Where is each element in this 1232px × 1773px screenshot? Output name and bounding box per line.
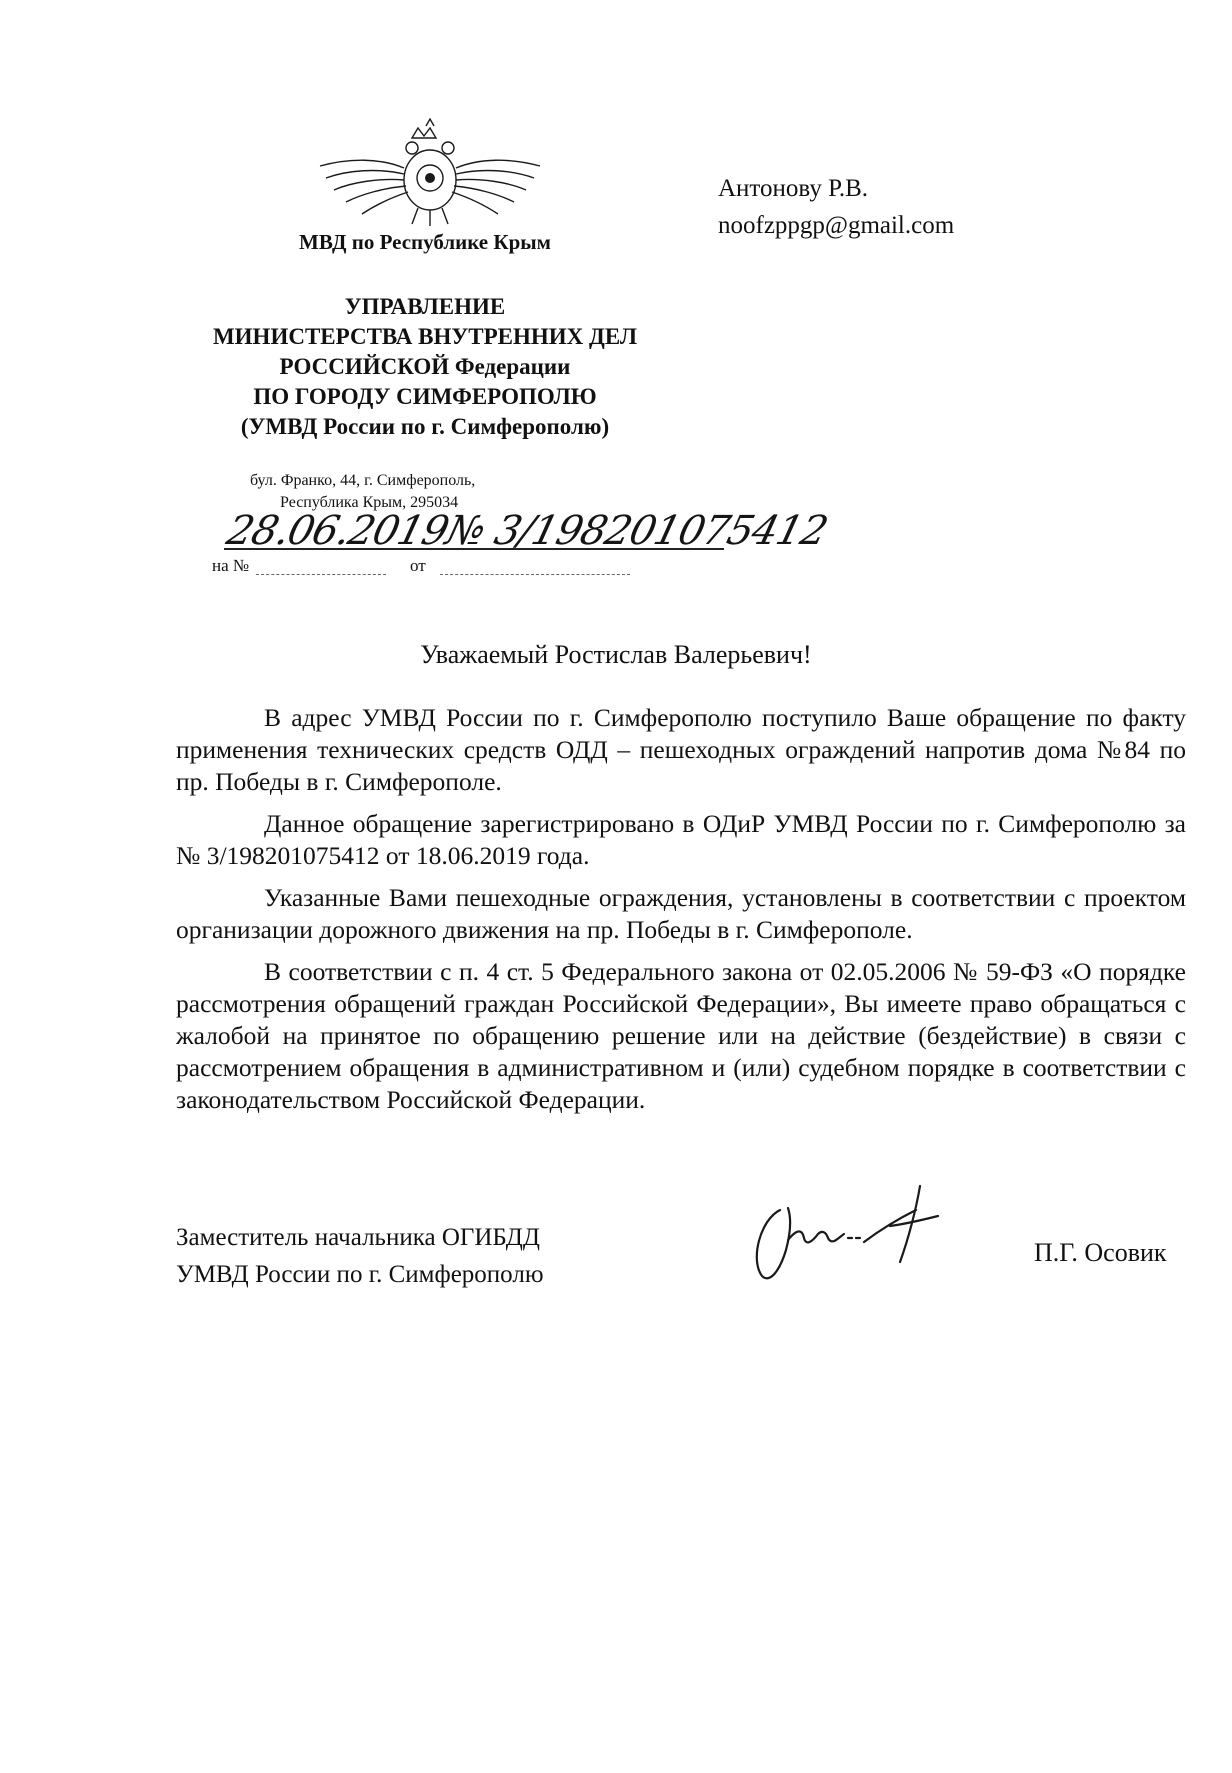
body-paragraph: Указанные Вами пешеходные ограждения, установлены в соответствии с проектом организации дорожного движения на пр. Победы в г. Симферополе. xyxy=(176,883,1186,944)
reference-date-field xyxy=(410,556,426,576)
reference-number-label: на № xyxy=(212,556,250,575)
ministry-title: МВД по Республике Крым xyxy=(299,230,551,254)
department-line: ПО ГОРОДУ СИМФЕРОПОЛЮ xyxy=(253,384,597,409)
registration-handwriting: 28.06.2019№ 3/198201075412 xyxy=(222,508,832,554)
reference-date-blank xyxy=(440,574,630,575)
registration-number xyxy=(200,508,832,570)
signatory-role-line: Заместитель начальника ОГИБДД xyxy=(176,1224,540,1251)
recipient-name: Антонову Р.В. xyxy=(718,175,869,202)
signatory-role xyxy=(176,1219,544,1293)
department-line: МИНИСТЕРСТВА ВНУТРЕННИХ ДЕЛ xyxy=(212,324,638,349)
department-line: (УМВД России по г. Симферополю) xyxy=(240,414,610,439)
body-paragraph: В адрес УМВД России по г. Симферополю поступило Ваше обращение по факту применения технических средств ОДД – пешеходных ограждений напротив дома №84 по пр. Победы в г. Симферополе. xyxy=(176,703,1186,796)
handwritten-signature-icon xyxy=(740,1180,970,1290)
department-block xyxy=(160,292,690,442)
signatory-role-line: УМВД России по г. Симферополю xyxy=(176,1261,544,1288)
address-line: бул. Франко, 44, г. Симферополь, xyxy=(250,472,476,489)
letter-body xyxy=(176,702,1186,1126)
recipient-email: noofzppgp@gmail.com xyxy=(718,212,955,239)
department-line: УПРАВЛЕНИЕ xyxy=(344,294,506,319)
eagle-emblem-icon xyxy=(300,118,560,230)
reference-date-label: от xyxy=(410,556,426,575)
department-line: РОССИЙСКОЙ Федерации xyxy=(279,354,571,379)
reference-number-field xyxy=(212,556,249,576)
registration-underline xyxy=(224,548,724,550)
recipient-block xyxy=(718,170,954,244)
body-paragraph: Данное обращение зарегистрировано в ОДиР УМВД России по г. Симферополю за № 3/198201075412 от 18.06.2019 года. xyxy=(176,809,1186,870)
reference-number-blank xyxy=(256,574,386,575)
signatory-name: П.Г. Осовик xyxy=(1034,1238,1167,1267)
address-line: Республика Крым, 295034 xyxy=(280,494,459,511)
body-paragraph: В соответствии с п. 4 ст. 5 Федерального закона от 02.05.2006 № 59-ФЗ «О порядке рассмотрения обращений граждан Российской Федерации», Вы имеете право обращаться с жалобой на принятое по обращению решение или на действие (бездействие) в связи с рассмотрением обращения в административном и (или) судебном порядке в соответствии с законодательством Российской Федерации. xyxy=(176,957,1186,1114)
salutation: Уважаемый Ростислав Валерьевич! xyxy=(420,640,812,669)
